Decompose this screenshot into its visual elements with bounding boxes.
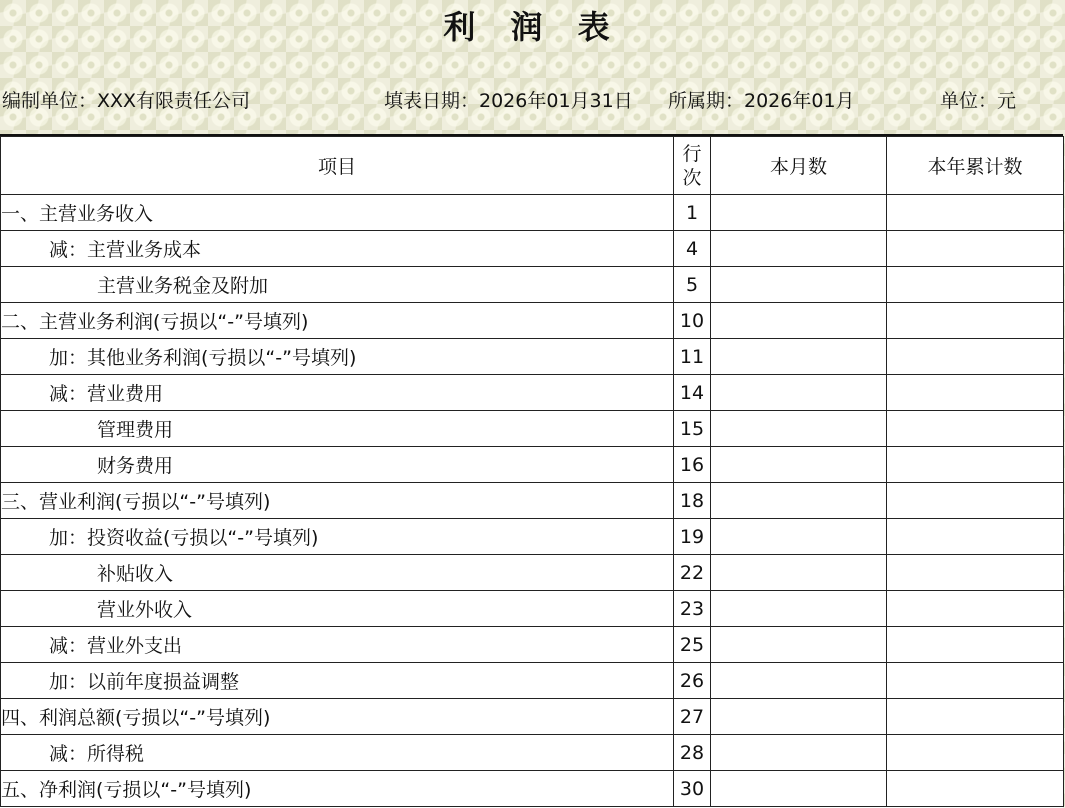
row-line-number: 25 [674,627,711,663]
table-row [1,591,1064,627]
row-current-month-cell[interactable] [711,591,887,627]
row-item-label: 三、营业利润(亏损以“-”号填列) [1,483,674,519]
table-row [1,231,1064,267]
row-line-number: 5 [674,267,711,303]
row-line-number: 11 [674,339,711,375]
row-item-label: 财务费用 [1,447,674,483]
row-item-label: 减：所得税 [1,735,674,771]
row-year-to-date-cell[interactable] [887,519,1064,555]
row-line-number: 22 [674,555,711,591]
row-current-month-cell[interactable] [711,339,887,375]
row-year-to-date-cell[interactable] [887,699,1064,735]
row-year-to-date-cell[interactable] [887,627,1064,663]
row-item-label: 减：主营业务成本 [1,231,674,267]
row-item-label: 主营业务税金及附加 [1,267,674,303]
header-item: 项目 [1,137,674,195]
row-item-label: 五、净利润(亏损以“-”号填列) [1,771,674,807]
row-current-month-cell[interactable] [711,231,887,267]
row-line-number: 15 [674,411,711,447]
income-statement-table [0,136,1064,807]
row-line-number: 27 [674,699,711,735]
row-year-to-date-cell[interactable] [887,555,1064,591]
header-year-to-date: 本年累计数 [887,137,1064,195]
table-row [1,339,1064,375]
table-row [1,411,1064,447]
period-info [668,86,855,116]
header-line-bottom: 次 [682,166,702,189]
table-row [1,267,1064,303]
table-row [1,555,1064,591]
row-year-to-date-cell[interactable] [887,483,1064,519]
row-line-number: 30 [674,771,711,807]
row-year-to-date-cell[interactable] [887,375,1064,411]
table-row [1,735,1064,771]
row-line-number: 18 [674,483,711,519]
fill-date-info [384,86,633,116]
table-row [1,303,1064,339]
row-current-month-cell[interactable] [711,519,887,555]
row-current-month-cell[interactable] [711,699,887,735]
table-row [1,519,1064,555]
table-row [1,483,1064,519]
unit-info [940,86,1016,116]
row-line-number: 14 [674,375,711,411]
row-item-label: 营业外收入 [1,591,674,627]
row-line-number: 28 [674,735,711,771]
row-year-to-date-cell[interactable] [887,735,1064,771]
income-statement-table-wrap [0,136,1063,808]
period: 所属期：2026年01月 [668,90,855,112]
row-item-label: 加：投资收益(亏损以“-”号填列) [1,519,674,555]
row-item-label: 补贴收入 [1,555,674,591]
row-year-to-date-cell[interactable] [887,303,1064,339]
row-year-to-date-cell[interactable] [887,447,1064,483]
row-item-label: 二、主营业务利润(亏损以“-”号填列) [1,303,674,339]
row-year-to-date-cell[interactable] [887,771,1064,807]
row-year-to-date-cell[interactable] [887,591,1064,627]
table-row [1,627,1064,663]
row-current-month-cell[interactable] [711,195,887,231]
row-current-month-cell[interactable] [711,735,887,771]
header-current-month: 本月数 [711,137,887,195]
row-current-month-cell[interactable] [711,267,887,303]
row-year-to-date-cell[interactable] [887,663,1064,699]
table-row [1,663,1064,699]
table-row [1,699,1064,735]
row-item-label: 四、利润总额(亏损以“-”号填列) [1,699,674,735]
row-current-month-cell[interactable] [711,411,887,447]
row-item-label: 一、主营业务收入 [1,195,674,231]
row-line-number: 23 [674,591,711,627]
row-current-month-cell[interactable] [711,303,887,339]
company-name: 编制单位：XXX有限责任公司 [2,90,251,112]
table-row [1,375,1064,411]
row-current-month-cell[interactable] [711,627,887,663]
row-line-number: 16 [674,447,711,483]
row-current-month-cell[interactable] [711,663,887,699]
row-item-label: 减：营业外支出 [1,627,674,663]
row-line-number: 19 [674,519,711,555]
table-body [1,195,1064,807]
row-line-number: 10 [674,303,711,339]
table-row [1,771,1064,807]
row-line-number: 4 [674,231,711,267]
row-year-to-date-cell[interactable] [887,195,1064,231]
fill-date: 填表日期：2026年01月31日 [384,90,633,112]
header-line-top: 行 [682,142,702,165]
row-year-to-date-cell[interactable] [887,411,1064,447]
row-year-to-date-cell[interactable] [887,267,1064,303]
row-current-month-cell[interactable] [711,447,887,483]
table-row [1,195,1064,231]
row-current-month-cell[interactable] [711,555,887,591]
row-current-month-cell[interactable] [711,771,887,807]
table-header-row [1,137,1064,195]
row-year-to-date-cell[interactable] [887,339,1064,375]
row-item-label: 减：营业费用 [1,375,674,411]
row-item-label: 加：其他业务利润(亏损以“-”号填列) [1,339,674,375]
row-current-month-cell[interactable] [711,375,887,411]
row-year-to-date-cell[interactable] [887,231,1064,267]
row-line-number: 26 [674,663,711,699]
row-item-label: 加：以前年度损益调整 [1,663,674,699]
company-info [2,86,250,116]
table-row [1,447,1064,483]
row-line-number: 1 [674,195,711,231]
row-current-month-cell[interactable] [711,483,887,519]
page-title: 利 润 表 [443,8,622,46]
header-line-number [674,137,711,195]
row-item-label: 管理费用 [1,411,674,447]
unit: 单位：元 [940,90,1017,112]
